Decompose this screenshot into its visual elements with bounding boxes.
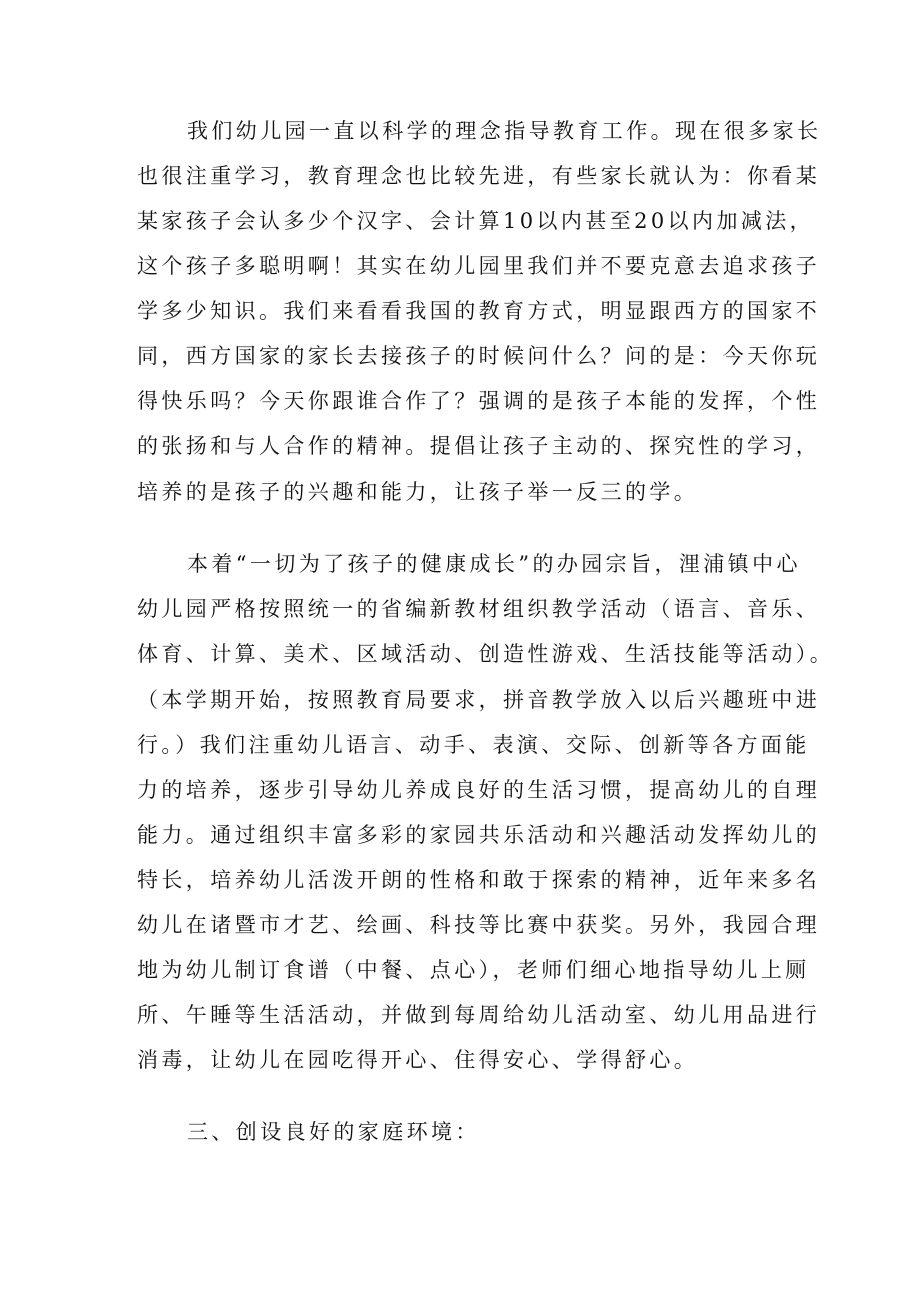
paragraph-2-line-4: （本学期开始，按照教育局要求，拼音教学放入以后兴趣班中进 <box>137 688 821 712</box>
paragraph-2-line-7: 能力。通过组织丰富多彩的家园共乐活动和兴趣活动发挥幼儿的 <box>137 823 821 847</box>
paragraph-2-line-2: 幼儿园严格按照统一的省编新教材组织教学活动（语言、音乐、 <box>137 597 821 621</box>
paragraph-1-line-3: 某家孩子会认多少个汉字、会计算10以内甚至20以内加减法， <box>137 209 815 233</box>
paragraph-1-line-4: 这个孩子多聪明啊！其实在幼儿园里我们并不要克意去追求孩子 <box>137 254 821 278</box>
paragraph-2-line-10: 地为幼儿制订食谱（中餐、点心），老师们细心地指导幼儿上厕 <box>137 958 810 982</box>
section-heading-3: 三、创设良好的家庭环境： <box>187 1120 480 1144</box>
paragraph-2-line-6: 力的培养，逐步引导幼儿养成良好的生活习惯，提高幼儿的自理 <box>137 778 821 802</box>
paragraph-2-line-8: 特长，培养幼儿活泼开朗的性格和敢于探索的精神，近年来多名 <box>137 868 821 892</box>
paragraph-2-line-5: 行。）我们注重幼儿语言、动手、表演、交际、创新等各方面能 <box>137 733 810 757</box>
paragraph-2-line-3: 体育、计算、美术、区域活动、创造性游戏、生活技能等活动）。 <box>137 642 835 666</box>
paragraph-1-line-6: 同，西方国家的家长去接孩子的时候问什么？问的是：今天你玩 <box>137 344 821 368</box>
paragraph-1-line-9: 培养的是孩子的兴趣和能力，让孩子举一反三的学。 <box>137 480 699 504</box>
paragraph-1-line-2: 也很注重学习，教育理念也比较先进，有些家长就认为：你看某 <box>137 164 821 188</box>
paragraph-2-line-11: 所、午睡等生活活动，并做到每周给幼儿活动室、幼儿用品进行 <box>137 1003 821 1027</box>
paragraph-1-line-5: 学多少知识。我们来看看我国的教育方式，明显跟西方的国家不 <box>137 299 821 323</box>
paragraph-2-line-9: 幼儿在诸暨市才艺、绘画、科技等比赛中获奖。另外，我园合理 <box>137 913 821 937</box>
paragraph-1-line-1: 我们幼儿园一直以科学的理念指导教育工作。现在很多家长 <box>187 119 822 143</box>
paragraph-1-line-8: 的张扬和与人合作的精神。提倡让孩子主动的、探究性的学习， <box>137 434 821 458</box>
paragraph-2-line-1: 本着“一切为了孩子的健康成长”的办园宗旨，浬浦镇中心 <box>187 552 801 576</box>
paragraph-1-line-7: 得快乐吗？今天你跟谁合作了？强调的是孩子本能的发挥，个性 <box>137 389 821 413</box>
paragraph-2-line-12: 消毒，让幼儿在园吃得开心、住得安心、学得舒心。 <box>137 1048 699 1072</box>
